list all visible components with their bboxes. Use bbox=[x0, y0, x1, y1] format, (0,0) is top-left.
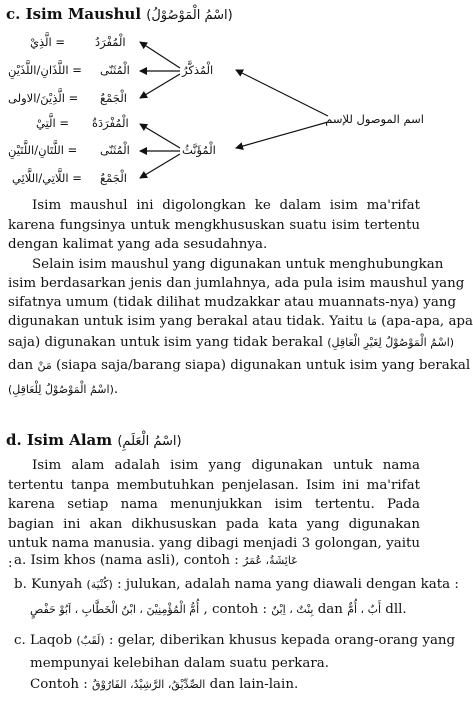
list-b-dan: dan bbox=[317, 602, 343, 617]
section-d-heading-arabic: (اسْمُ الْعَلَمِ) bbox=[117, 434, 182, 449]
list-item-c-line-3 bbox=[30, 675, 298, 695]
arabic-man: مَنْ bbox=[37, 359, 52, 372]
list-item-c-line-1 bbox=[14, 631, 455, 651]
item-label: الْمُثَنّى bbox=[100, 143, 130, 157]
para2-line-4-text-b: (apa-apa, apa bbox=[381, 314, 473, 329]
maushul-tree-arrows bbox=[0, 28, 428, 188]
item-value: = الَّذِيْ bbox=[30, 35, 66, 49]
arabic-ma: مَا bbox=[367, 315, 377, 328]
item-label: الْجَمْعُ bbox=[100, 171, 127, 185]
section-c-heading bbox=[6, 5, 233, 23]
branch-muannats-label: الْمُؤَنَّثُ bbox=[182, 143, 216, 157]
arrow-mudzakkar-jamak bbox=[140, 74, 180, 98]
para2-line-6 bbox=[8, 356, 470, 376]
paragraph-alam: Isim alam adalah isim yang digunakan untuk nama tertentu tanpa membutuhkan penjelasan. Isim ini ma'rifat karena setiap nama menunjukkan isim tertentu. Pada bagian ini akan dikhususkan pada kata yang digunakan untuk nama manusia. yang dibagi menjadi 3 golongan, yaitu : bbox=[8, 458, 420, 571]
arabic-lil-aqil: (اسْمُ الْمَوْصُوْلُ لِلْعَاقِلِ) bbox=[8, 383, 114, 396]
list-item-b-line-2 bbox=[30, 600, 407, 620]
arrow-root-mudzakkar bbox=[236, 70, 328, 116]
section-c-heading-arabic: (اسْمُ الْمَوْصُوْلُ) bbox=[146, 8, 233, 23]
list-b-arabic-ab-umm: أَبٌ ، أُمٌّ bbox=[347, 603, 382, 616]
para2-line-6-text-b: (siapa saja/barang siapa) digunakan untuk isim yang berakal bbox=[55, 358, 471, 373]
item-value: = الَّذِيْنَ/الاولى bbox=[8, 91, 79, 105]
list-item-c-line-2: mempunyai kelebihan dalam suatu perkara. bbox=[30, 656, 329, 671]
item-label: الْمُفْرَدَةُ bbox=[92, 116, 129, 130]
tree-root-label: اسم الموصول للإسم bbox=[325, 112, 424, 126]
item-value: = اللَّاتِي/اللَّائِي bbox=[12, 171, 82, 185]
paragraph-maushul-1: Isim maushul ini digolongkan ke dalam isim ma'rifat karena fungsinya untuk mengkhususkan suatu isim tertentu dengan kalimat yang ada sesudahnya. bbox=[8, 198, 420, 252]
section-d-heading bbox=[6, 431, 182, 449]
arrow-root-muannats bbox=[236, 122, 328, 148]
para2-line-5 bbox=[8, 333, 454, 353]
list-a-text: a. Isim khos (nama asli), contoh : bbox=[14, 553, 239, 568]
para2-line-2: isim berdasarkan jenis dan jumlahnya, ada pula isim maushul yang bbox=[8, 276, 465, 291]
arrow-muannats-mufrad bbox=[140, 124, 180, 148]
list-c-end: dan lain-lain. bbox=[209, 677, 299, 692]
list-c-desc: : gelar, diberikan khusus kepada orang-orang yang bbox=[108, 633, 456, 648]
item-value: = اللَّتَانِ/اللَّتَيْنِ bbox=[8, 143, 78, 157]
para2-line-5-text: saja) digunakan untuk isim yang tidak berakal bbox=[8, 335, 323, 350]
para2-line-1: Selain isim maushul yang digunakan untuk menghubungkan bbox=[32, 257, 444, 272]
list-b-desc: : julukan, adalah nama yang diawali dengan kata : bbox=[117, 577, 459, 592]
section-d-heading-latin: d. Isim Alam bbox=[6, 431, 113, 449]
arabic-ghairil-aqil: (اسْمُ الْمَوْصُوْلُ لِغَيْرِ الْعَاقِلِ) bbox=[327, 336, 455, 349]
list-b-arabic-kunyah: (كُنْيَة) bbox=[86, 578, 113, 591]
para2-line-4 bbox=[8, 312, 473, 332]
para2-line-7 bbox=[8, 380, 118, 400]
branch-mudzakkar-label: الْمُذكَّرُ bbox=[182, 63, 214, 77]
list-c-title: c. Laqob bbox=[14, 633, 73, 648]
item-label: الْجَمْعُ bbox=[100, 91, 127, 105]
list-b-arabic-bint-ibn: بِنْتٌ ، اِبْنٌ bbox=[271, 603, 314, 616]
list-item-a bbox=[14, 551, 298, 571]
item-value: = الَّتِيْ bbox=[36, 116, 70, 130]
item-value: = اللَّذَانِ/اللَّذَيْنِ bbox=[8, 63, 82, 77]
para2-line-7-end: . bbox=[113, 382, 119, 397]
list-b-title: b. Kunyah bbox=[14, 577, 83, 592]
list-c-arabic-examples: الصِّدِّيْقُ، الرَّشِيْدُ، الفَارُوْقُ bbox=[92, 678, 206, 691]
list-c-arabic-laqob: (لَقَبٌ) bbox=[76, 634, 105, 647]
item-label: الْمُثَنّى bbox=[100, 63, 130, 77]
list-a-arabic: عَائِشَةُ، عُمَرُ bbox=[243, 554, 298, 567]
item-label: الْمُفْرَدُ bbox=[95, 35, 126, 49]
para2-line-4-text-a: digunakan untuk isim yang berakal atau tidak. Yaitu bbox=[8, 314, 364, 329]
list-b-contoh: , contoh : bbox=[203, 602, 267, 617]
arrow-muannats-jamak bbox=[140, 154, 180, 178]
list-b-dll: dll. bbox=[385, 602, 407, 617]
para2-line-3: sifatnya umum (tidak dilihat mudzakkar atau muannats-nya) yang bbox=[8, 295, 457, 310]
list-b-arabic-examples: أُمُّ الْمُؤْمِنِيْنَ ، ابْنُ الْخَطَّابِ ، اَبُوْ حَفْصٍ bbox=[30, 603, 200, 616]
arrow-mudzakkar-mufrad bbox=[140, 42, 180, 68]
para2-line-6-text-a: dan bbox=[8, 358, 34, 373]
section-c-heading-latin: c. Isim Maushul bbox=[6, 5, 142, 23]
list-c-contoh: Contoh : bbox=[30, 677, 88, 692]
list-item-b-line-1 bbox=[14, 575, 459, 595]
